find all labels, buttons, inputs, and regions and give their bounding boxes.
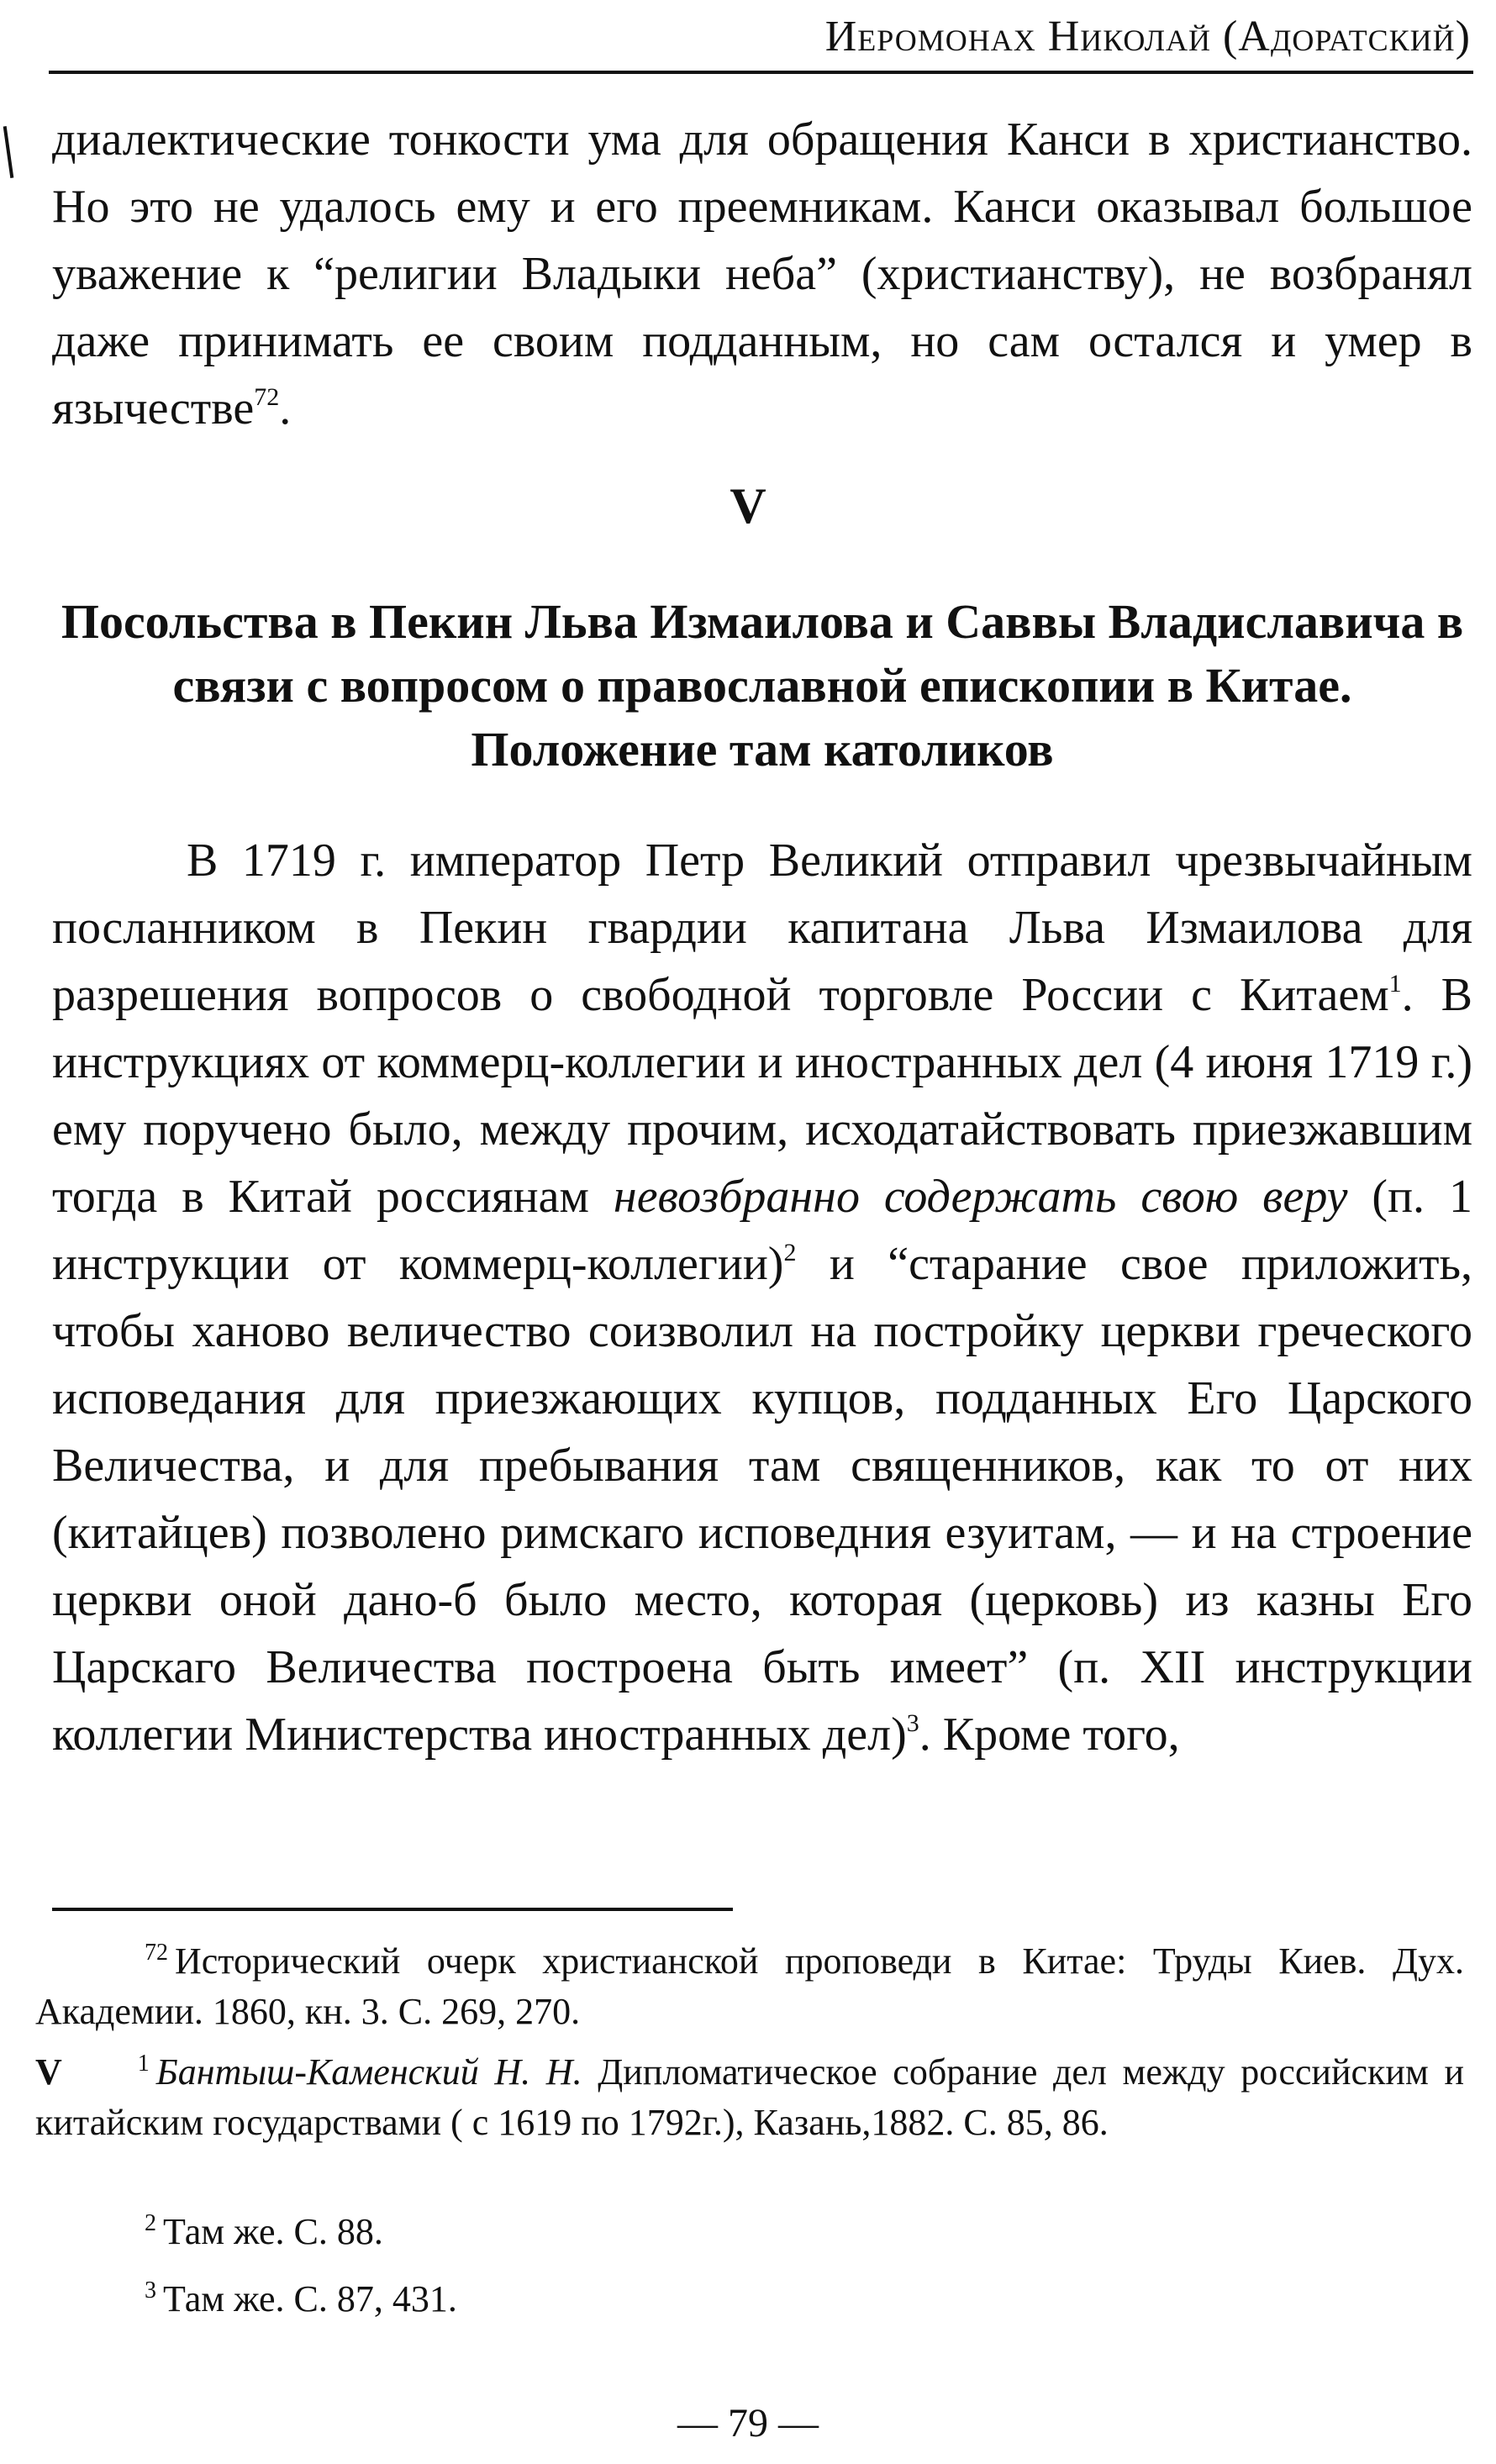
footnote-number: 3	[145, 2277, 156, 2303]
intro-end: .	[279, 382, 292, 434]
footnote-ref-72: 72	[254, 383, 280, 411]
footnote-1	[35, 2047, 1464, 2148]
main-paragraph	[52, 827, 1472, 1768]
signature-mark: V	[35, 2051, 62, 2093]
main-text-1: В 1719 г. император Петр Великий отправил чрезвычайным посланником в Пекин гвардии капитана Льва Измаилова для разрешения вопросов о свободной торговле России с Китаем	[52, 834, 1472, 1021]
running-head: Иеромонах Николай (Адоратский)	[824, 13, 1471, 61]
footnote-text: Там же. С. 87, 431.	[163, 2278, 457, 2319]
section-number: V	[730, 478, 766, 534]
section-title: Посольства в Пекин Льва Измаилова и Саввы Владиславича в связи с вопросом о православной епископии в Китае. Положение там католиков	[61, 594, 1464, 777]
footnote-number: 72	[145, 1940, 168, 1966]
footnote-ref-1: 1	[1388, 970, 1402, 998]
footnote-number: 2	[145, 2210, 156, 2236]
intro-paragraph	[52, 106, 1472, 442]
footnote-3	[35, 2274, 1464, 2324]
footnote-rule	[52, 1908, 733, 1911]
footnote-72	[35, 1936, 1464, 2037]
main-text-4: и “старание свое приложить, чтобы ханово величество соизволил на постройку церкви греческого исповедания для приезжающих купцов, подданных Его Царского Величества, и для пребывания там священников, как то от них (китайцев) позволено римскаго исповедния езуитам, — и на строение церкви оной дано-б было место, которая (церковь) из казны Его Царскаго Величества построена быть имеет” (п. XII инструкции коллегии Министерства иностранных дел)	[52, 1238, 1472, 1761]
footnote-ref-3: 3	[906, 1709, 919, 1737]
footnote-ref-2: 2	[783, 1239, 797, 1266]
main-text-5: . Кроме того,	[919, 1708, 1180, 1761]
intro-text: диалектические тонкости ума для обращения Канси в христианство. Но это не удалось ему и его преемникам. Канси оказывал большое уважение к “религии Владыки неба” (христианству), не возбранял даже принимать ее своим подданным, но сам остался и умер в язычестве	[52, 113, 1472, 434]
page-number: — 79 —	[677, 2401, 819, 2446]
footnote-text: Там же. С. 88.	[163, 2211, 383, 2252]
footnote-text: Исторический очерк христианской проповеди в Китае: Труды Киев. Дух. Академии. 1860, кн. 3. С. 269, 270.	[35, 1940, 1464, 2032]
main-text-3: (п. 1 инструкции от коммерц-коллегии)	[52, 1171, 1472, 1290]
margin-pencil-mark	[3, 126, 14, 178]
main-italic-phrase: невозбранно содержать свою веру	[613, 1171, 1348, 1223]
footnote-text: Дипломатическое собрание дел между российским и китайским государствами ( с 1619 по 1792г.), Казань,1882. С. 85, 86.	[35, 2051, 1464, 2143]
footnote-2	[35, 2207, 1464, 2257]
header-rule	[49, 71, 1473, 74]
main-text-2: . В инструкциях от коммерц-коллегии и иностранных дел (4 июня 1719 г.) ему поручено было, между прочим, исходатайствовать приезжавшим тогда в Китай россиянам	[52, 969, 1473, 1223]
footnote-number: 1	[137, 2051, 150, 2077]
footnote-author: Бантыш-Каменский Н. Н.	[155, 2051, 582, 2093]
